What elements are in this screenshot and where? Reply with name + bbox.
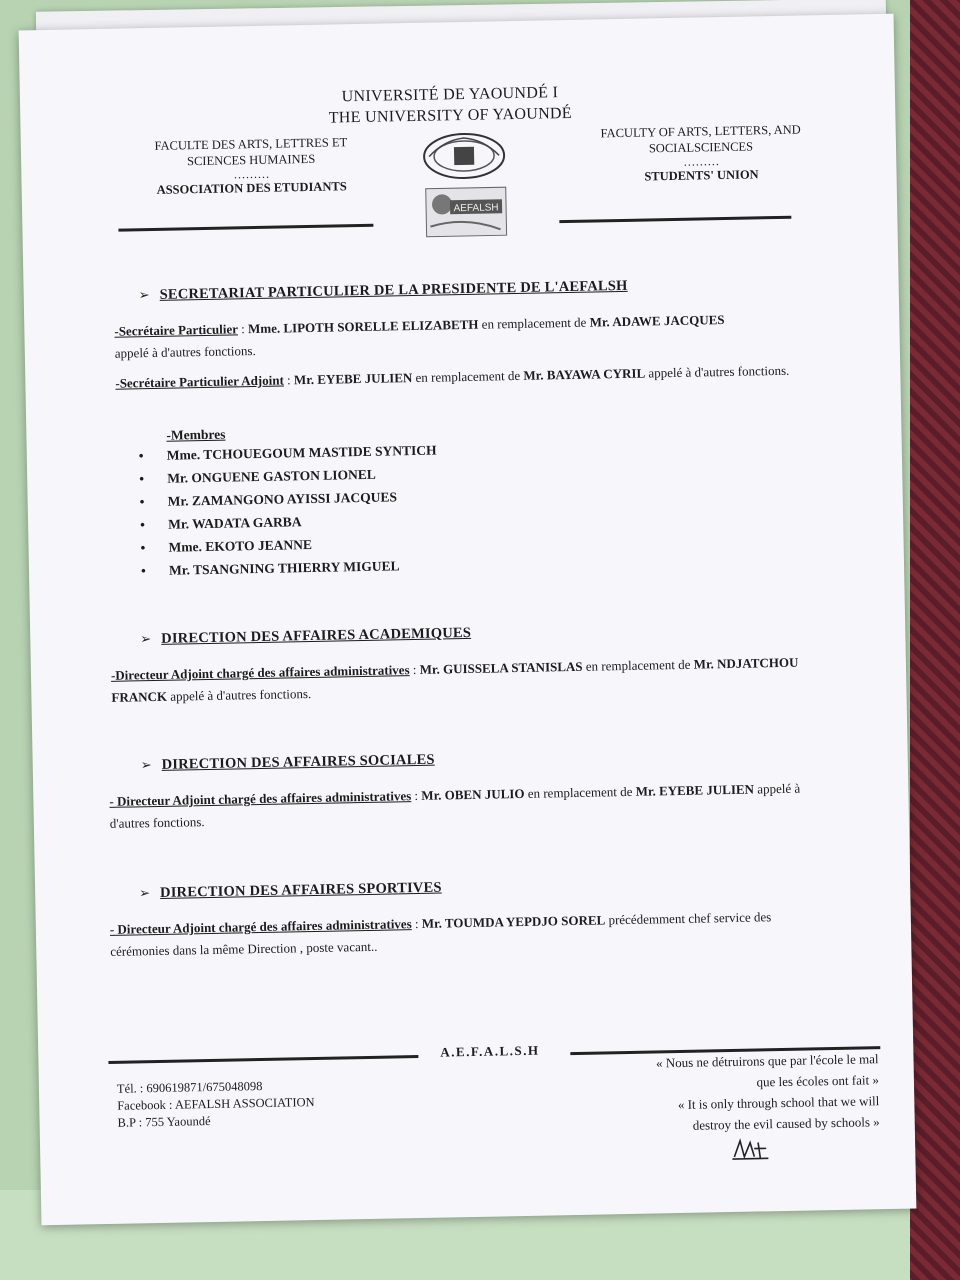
separator-dots-en: ……… bbox=[683, 154, 720, 169]
separator: : bbox=[411, 787, 422, 804]
section-title: DIRECTION DES AFFAIRES SPORTIVES bbox=[159, 879, 442, 901]
academic-paragraph bbox=[111, 651, 812, 708]
document-page bbox=[19, 14, 917, 1226]
motto-fr-line2: que les écoles ont fait » bbox=[756, 1072, 880, 1090]
connector-text: en remplacement de bbox=[412, 367, 524, 386]
arrow-icon: ➢ bbox=[140, 631, 152, 647]
member-name: Mme. TCHOUEGOUM MASTIDE SYNTICH bbox=[166, 442, 437, 463]
bullet-icon: • bbox=[139, 494, 145, 510]
section-secretariat-heading bbox=[139, 274, 779, 304]
members-list bbox=[139, 439, 439, 583]
member-name: Mme. EKOTO JEANNE bbox=[168, 536, 313, 555]
list-item bbox=[141, 554, 439, 583]
aefalsh-logo-icon bbox=[426, 187, 507, 237]
signature-icon bbox=[730, 1136, 770, 1163]
separator: : bbox=[237, 321, 249, 337]
contact-block bbox=[117, 1075, 398, 1131]
section-social-heading bbox=[141, 744, 781, 774]
replaced-person-name: Mr. ADAWE JACQUES bbox=[589, 312, 725, 330]
members-label: -Membres bbox=[166, 426, 226, 443]
postal-box-text: B.P : 755 Yaoundé bbox=[117, 1114, 211, 1130]
section-title: SECRETARIAT PARTICULIER DE LA PRESIDENTE DE L'AEFALSH bbox=[159, 277, 628, 303]
header-rule-left bbox=[118, 224, 373, 232]
section-academic-heading bbox=[140, 618, 780, 648]
role-label: -Directeur Adjoint chargé des affaires administratives bbox=[110, 662, 410, 683]
footer-mark: A.E.F.A.L.S.H bbox=[440, 1042, 540, 1060]
arrow-icon: ➢ bbox=[140, 757, 152, 773]
arrow-icon: ➢ bbox=[139, 885, 151, 901]
facebook-text: Facebook : AEFALSH ASSOCIATION bbox=[117, 1095, 315, 1113]
motto-block bbox=[558, 1048, 880, 1138]
university-title bbox=[220, 80, 681, 131]
bullet-icon: • bbox=[139, 517, 145, 533]
person-name: Mr. EYEBE JULIEN bbox=[293, 370, 413, 388]
person-name: Mr. GUISSELA STANISLAS bbox=[419, 658, 583, 677]
faculty-fr-line2: SCIENCES HUMAINES bbox=[186, 151, 316, 169]
ending-text: appelé à d'autres fonctions. bbox=[645, 362, 790, 381]
replaced-person-name: Mr. NDJATCHOU FRANCK bbox=[111, 654, 799, 705]
secretariat-paragraph-1 bbox=[114, 308, 755, 364]
person-name: Mr. OBEN JULIO bbox=[421, 785, 525, 803]
section-title: DIRECTION DES AFFAIRES SOCIALES bbox=[161, 751, 435, 773]
connector-text: en remplacement de bbox=[478, 314, 590, 332]
motto-en-line2: destroy the evil caused by schools » bbox=[692, 1114, 880, 1133]
faculty-en-line1: FACULTY OF ARTS, LETTERS, AND bbox=[600, 122, 801, 141]
motto-fr-line1: « Nous ne détruirons que par l'école le mal bbox=[655, 1051, 879, 1071]
role-label: - Directeur Adjoint chargé des affaires administratives bbox=[109, 788, 412, 809]
bullet-icon: • bbox=[140, 540, 146, 556]
association-en: STUDENTS' UNION bbox=[644, 167, 759, 184]
bullet-icon: • bbox=[138, 448, 144, 464]
section-title: DIRECTION DES AFFAIRES ACADEMIQUES bbox=[161, 624, 472, 647]
replaced-person-name: Mr. BAYAWA CYRIL bbox=[523, 365, 646, 383]
member-name: Mr. WADATA GARBA bbox=[167, 514, 302, 532]
member-name: Mr. TSANGNING THIERRY MIGUEL bbox=[168, 558, 400, 578]
arrow-icon: ➢ bbox=[138, 287, 150, 303]
secretariat-paragraph-2 bbox=[115, 359, 815, 394]
faculty-fr-block bbox=[121, 134, 382, 199]
svg-text:AEFALSH: AEFALSH bbox=[453, 202, 499, 215]
university-crest-icon bbox=[424, 133, 505, 179]
role-label: - Directeur Adjoint chargé des affaires administratives bbox=[109, 916, 412, 937]
phone-text: Tél. : 690619871/675048098 bbox=[116, 1079, 263, 1096]
university-name-fr: UNIVERSITÉ DE YAOUNDÉ I bbox=[341, 84, 559, 106]
motto-en-line1: « It is only through school that we will bbox=[677, 1093, 880, 1113]
university-name-en: THE UNIVERSITY OF YAOUNDÉ bbox=[328, 104, 573, 127]
faculty-fr-line1: FACULTE DES ARTS, LETTRES ET bbox=[154, 135, 348, 153]
ending-text: précédemment chef service des cérémonies dans la même Direction , poste vacant.. bbox=[110, 909, 772, 959]
person-name: Mr. TOUMDA YEPDJO SOREL bbox=[421, 912, 606, 931]
university-emblem bbox=[419, 129, 511, 243]
member-name: Mr. ZAMANGONO AYISSI JACQUES bbox=[167, 489, 398, 509]
header-rule-right bbox=[559, 216, 791, 223]
bullet-icon: • bbox=[140, 563, 146, 579]
bullet-icon: • bbox=[139, 471, 145, 487]
person-name: Mme. LIPOTH SORELLE ELIZABETH bbox=[247, 316, 479, 337]
separator: : bbox=[409, 661, 420, 678]
footer-rule-left bbox=[108, 1055, 418, 1064]
separator: : bbox=[283, 372, 295, 388]
connector-text: en remplacement de bbox=[582, 656, 694, 674]
faculty-en-block bbox=[561, 121, 842, 186]
member-name: Mr. ONGUENE GASTON LIONEL bbox=[167, 466, 376, 486]
ending-text: appelé à d'autres fonctions. bbox=[114, 343, 256, 361]
role-label: -Secrétaire Particulier Adjoint bbox=[115, 372, 284, 391]
faculty-en-line2: SOCIALSCIENCES bbox=[648, 139, 754, 156]
members-block bbox=[138, 423, 439, 582]
ending-text: appelé à d'autres fonctions. bbox=[166, 686, 312, 704]
social-paragraph bbox=[109, 777, 810, 834]
replaced-person-name: Mr. EYEBE JULIEN bbox=[635, 781, 755, 799]
role-label: -Secrétaire Particulier bbox=[114, 321, 239, 339]
section-sports-heading bbox=[139, 872, 779, 902]
sports-paragraph bbox=[110, 905, 811, 962]
association-fr: ASSOCIATION DES ETUDIANTS bbox=[156, 179, 347, 197]
separator: : bbox=[411, 915, 422, 932]
separator-dots-fr: ……… bbox=[233, 166, 270, 182]
ending-text: appelé à d'autres fonctions. bbox=[109, 780, 801, 831]
connector-text: en remplacement de bbox=[524, 783, 636, 801]
